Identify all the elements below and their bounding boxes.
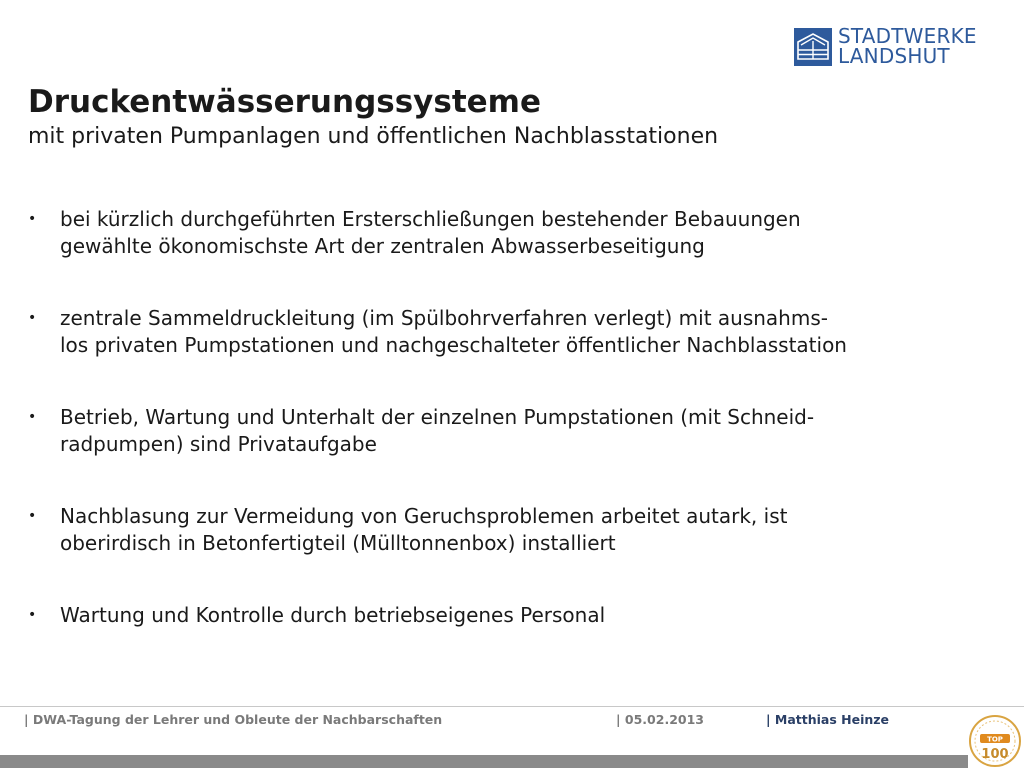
bullet-line: Nachblasung zur Vermeidung von Geruchsproblemen arbeitet autark, ist (60, 504, 788, 528)
slide-title: Druckentwässerungssysteme (28, 84, 541, 120)
bullet-text (60, 602, 980, 629)
footer-date: | 05.02.2013 (616, 712, 704, 727)
slide-subtitle: mit privaten Pumpanlagen und öffentlichen Nachblasstationen (28, 124, 719, 149)
bullet-icon: • (28, 409, 37, 425)
bullet-text (60, 305, 980, 359)
bullet-text (60, 503, 980, 557)
bullet-line: Wartung und Kontrolle durch betriebseigenes Personal (60, 603, 606, 627)
footer-divider (0, 706, 1024, 707)
bullet-icon: • (28, 508, 37, 524)
bullet-line: radpumpen) sind Privataufgabe (60, 432, 377, 456)
footer-bar (0, 755, 968, 768)
bullet-icon: • (28, 211, 37, 227)
bullet-text (60, 206, 980, 260)
bullet-line: los privaten Pumpstationen und nachgeschalteter öffentlicher Nachblasstation (60, 333, 847, 357)
company-logo (794, 24, 994, 68)
award-seal-icon (968, 714, 1022, 768)
footer-author: | Matthias Heinze (766, 712, 890, 727)
bullet-line: Betrieb, Wartung und Unterhalt der einzelnen Pumpstationen (mit Schneid- (60, 405, 815, 429)
logo-text-line2: LANDSHUT (838, 44, 950, 68)
seal-number-text: 100 (981, 747, 1009, 762)
bullet-icon: • (28, 310, 37, 326)
bullet-line: zentrale Sammeldruckleitung (im Spülbohrverfahren verlegt) mit ausnahms- (60, 306, 828, 330)
bullet-line: gewählte ökonomischste Art der zentralen Abwasserbeseitigung (60, 234, 705, 258)
logo-mark-icon (794, 28, 832, 66)
footer-event: | DWA-Tagung der Lehrer und Obleute der Nachbarschaften (24, 712, 443, 727)
bullet-icon: • (28, 607, 37, 623)
bullet-text (60, 404, 980, 458)
seal-top-text: TOP (987, 735, 1003, 744)
logo-text-line1: STADTWERKE (838, 24, 977, 48)
bullet-line: oberirdisch in Betonfertigteil (Mülltonnenbox) installiert (60, 531, 616, 555)
bullet-line: bei kürzlich durchgeführten Ersterschließungen bestehender Bebauungen (60, 207, 801, 231)
